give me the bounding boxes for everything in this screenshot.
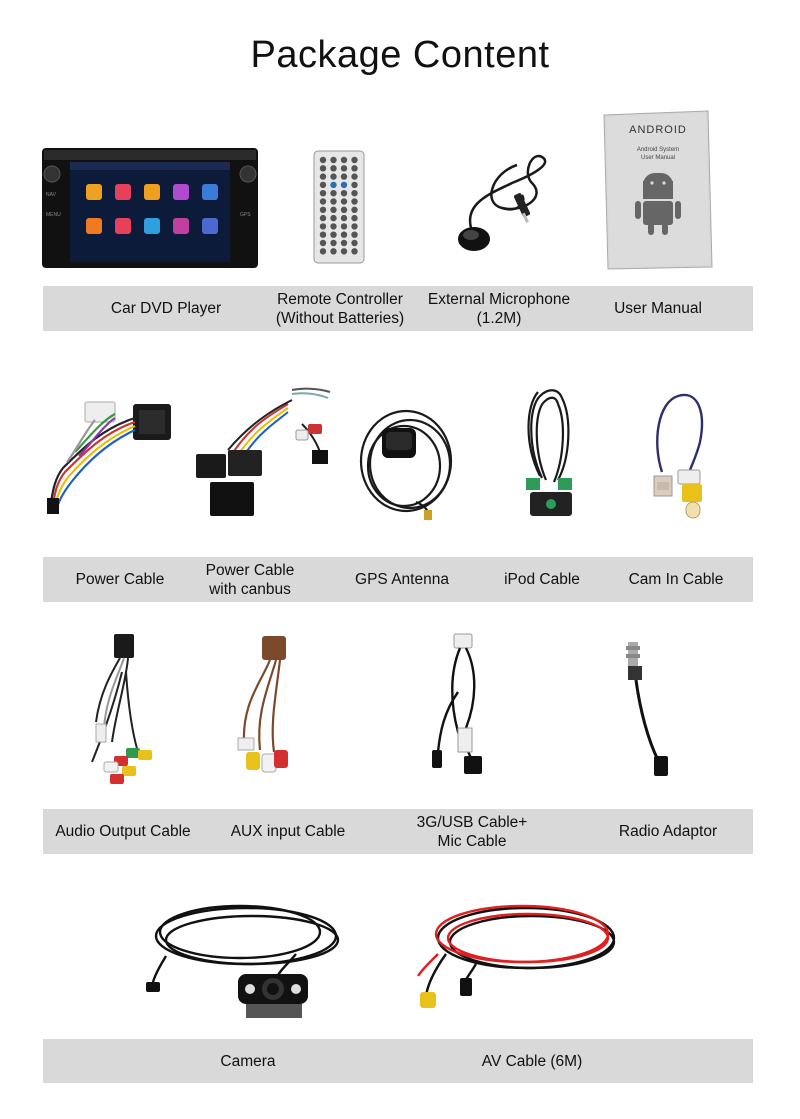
remote-key	[341, 198, 347, 204]
item-label: Radio Adaptor	[618, 823, 718, 840]
camera-image	[146, 896, 356, 1022]
gps-antenna-image	[356, 406, 464, 524]
item-label: iPod Cable	[504, 571, 580, 588]
label-bar-row-3	[43, 809, 753, 854]
remote-key	[330, 240, 336, 246]
app-icon	[202, 218, 218, 234]
remote-key	[320, 207, 326, 213]
remote-key	[351, 165, 357, 171]
manual-logo-text: ANDROID	[629, 124, 687, 136]
remote-key	[330, 215, 336, 221]
remote-key	[351, 190, 357, 196]
remote-key	[341, 232, 347, 238]
remote-key	[341, 157, 347, 163]
remote-key	[351, 173, 357, 179]
remote-key	[330, 223, 336, 229]
cam-in-cable-image	[648, 392, 716, 522]
app-icon	[115, 218, 131, 234]
page-title: Package Content	[250, 34, 550, 76]
remote-key	[351, 182, 357, 188]
remote-key	[351, 215, 357, 221]
audio-output-cable-image	[82, 632, 154, 792]
remote-key	[341, 190, 347, 196]
app-icon	[173, 184, 189, 200]
aux-input-cable-image	[232, 634, 294, 784]
item-label: Audio Output Cable	[55, 823, 191, 840]
user-manual-image	[602, 111, 714, 271]
app-icon	[115, 184, 131, 200]
remote-key	[320, 223, 326, 229]
remote-key	[351, 248, 357, 254]
remote-key	[351, 240, 357, 246]
remote-controller-image	[313, 150, 365, 264]
remote-key	[330, 165, 336, 171]
app-icon	[202, 184, 218, 200]
item-label: Power Cable	[75, 571, 165, 588]
remote-key	[351, 232, 357, 238]
external-microphone-image	[452, 153, 558, 257]
remote-key	[341, 215, 347, 221]
item-label: GPS Antenna	[355, 571, 449, 588]
remote-key	[320, 198, 326, 204]
remote-key	[320, 248, 326, 254]
item-label: AUX input Cable	[230, 823, 346, 840]
remote-key	[330, 173, 336, 179]
remote-key	[320, 182, 326, 188]
remote-key	[320, 240, 326, 246]
remote-key	[320, 157, 326, 163]
remote-key	[330, 232, 336, 238]
app-icon	[86, 184, 102, 200]
remote-key	[320, 190, 326, 196]
app-icon	[86, 218, 102, 234]
item-label: 3G/USB Cable+ Mic Cable	[416, 813, 528, 850]
remote-key	[330, 248, 336, 254]
remote-key	[351, 157, 357, 163]
remote-key	[320, 215, 326, 221]
remote-key	[330, 198, 336, 204]
item-label: Remote Controller (Without Batteries)	[275, 290, 405, 327]
manual-line-1: Android System	[636, 147, 680, 153]
item-label: AV Cable (6M)	[481, 1053, 583, 1070]
item-label: User Manual	[614, 300, 702, 317]
label-bar-row-2	[43, 557, 753, 602]
app-icon	[173, 218, 189, 234]
svg-text:NAV: NAV	[46, 192, 56, 198]
remote-key	[341, 240, 347, 246]
remote-key	[341, 182, 347, 188]
app-icon	[144, 218, 160, 234]
remote-key	[341, 165, 347, 171]
remote-key	[351, 198, 357, 204]
manual-line-2: User Manual	[640, 155, 676, 161]
power-cable-canbus-image	[192, 384, 334, 518]
remote-key	[330, 190, 336, 196]
app-icon	[144, 184, 160, 200]
ipod-cable-image	[522, 388, 580, 522]
remote-key	[351, 223, 357, 229]
remote-key	[341, 207, 347, 213]
power-cable-image	[45, 392, 180, 518]
remote-key	[320, 165, 326, 171]
remote-key	[320, 232, 326, 238]
remote-key	[320, 173, 326, 179]
radio-adaptor-image	[622, 640, 672, 780]
item-label: Car DVD Player	[110, 300, 222, 317]
remote-key	[351, 207, 357, 213]
item-label: External Microphone (1.2M)	[427, 290, 571, 327]
item-label: Power Cable with canbus	[205, 561, 295, 598]
car-dvd-player-image	[42, 146, 258, 270]
remote-key	[341, 248, 347, 254]
remote-key	[341, 223, 347, 229]
item-label: Camera	[220, 1053, 276, 1070]
remote-key	[330, 157, 336, 163]
remote-key	[341, 173, 347, 179]
remote-key	[330, 182, 336, 188]
label-bar-row-4	[43, 1039, 753, 1083]
svg-text:GPS: GPS	[240, 212, 251, 218]
remote-key	[330, 207, 336, 213]
usb-mic-cable-image	[430, 632, 492, 778]
item-label: Cam In Cable	[628, 571, 724, 588]
av-cable-image	[416, 898, 622, 1010]
svg-text:MENU: MENU	[46, 212, 61, 218]
label-bar-row-1	[43, 286, 753, 331]
